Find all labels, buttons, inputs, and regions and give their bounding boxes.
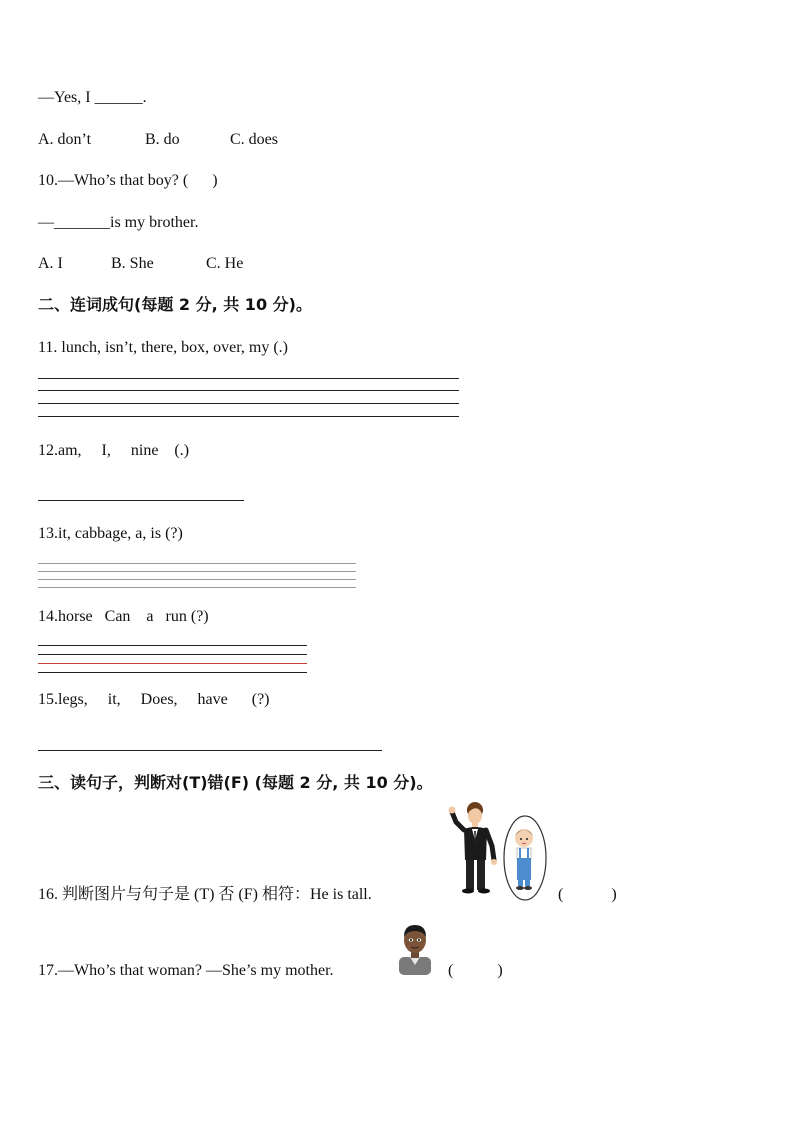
question-10-answer: —_______is my brother. [38, 214, 199, 231]
section-3-title: 三、读句子，判断对(T)错(F) (每题 2 分, 共 10 分)。 [38, 773, 433, 792]
writing-line [38, 645, 307, 646]
writing-line [38, 654, 307, 655]
option-a: A. I [38, 255, 63, 272]
answer-parentheses: ( ) [448, 962, 503, 979]
question-14: 14.horse Can a run (?) [38, 608, 209, 625]
tall-man-and-boy-illustration [446, 800, 550, 902]
question-13: 13.it, cabbage, a, is (?) [38, 525, 183, 542]
writing-line [38, 378, 459, 379]
writing-line [38, 579, 356, 580]
option-b: B. do [145, 131, 180, 148]
boy-figure [515, 829, 533, 890]
question-17: 17.—Who’s that woman? —She’s my mother. [38, 962, 334, 979]
writing-line [38, 416, 459, 417]
writing-line [38, 571, 356, 572]
writing-line [38, 390, 459, 391]
man-portrait-illustration [396, 921, 434, 975]
option-b: B. She [111, 255, 154, 272]
question-11: 11. lunch, isn’t, there, box, over, my (.) [38, 339, 288, 356]
writing-line [38, 672, 307, 673]
writing-line [38, 663, 307, 664]
question-12: 12.am, I, nine (.) [38, 442, 190, 459]
option-c: C. He [206, 255, 244, 272]
question-15: 15.legs, it, Does, have (?) [38, 691, 270, 708]
man-figure [449, 802, 498, 894]
answer-parentheses: ( ) [558, 886, 617, 903]
option-a: A. don’t [38, 131, 92, 148]
writing-line [38, 403, 459, 404]
writing-line [38, 750, 382, 751]
answer-line: —Yes, I ______. [38, 89, 147, 106]
option-c: C. does [230, 131, 278, 148]
writing-line [38, 587, 356, 588]
writing-line [38, 563, 356, 564]
question-16: 16. 判断图片与句子是 (T) 否 (F) 相符：He is tall. [38, 886, 372, 903]
question-10: 10.—Who’s that boy? ( ) [38, 172, 218, 189]
section-2-title: 二、连词成句(每题 2 分, 共 10 分)。 [38, 295, 312, 314]
writing-line [38, 500, 244, 501]
